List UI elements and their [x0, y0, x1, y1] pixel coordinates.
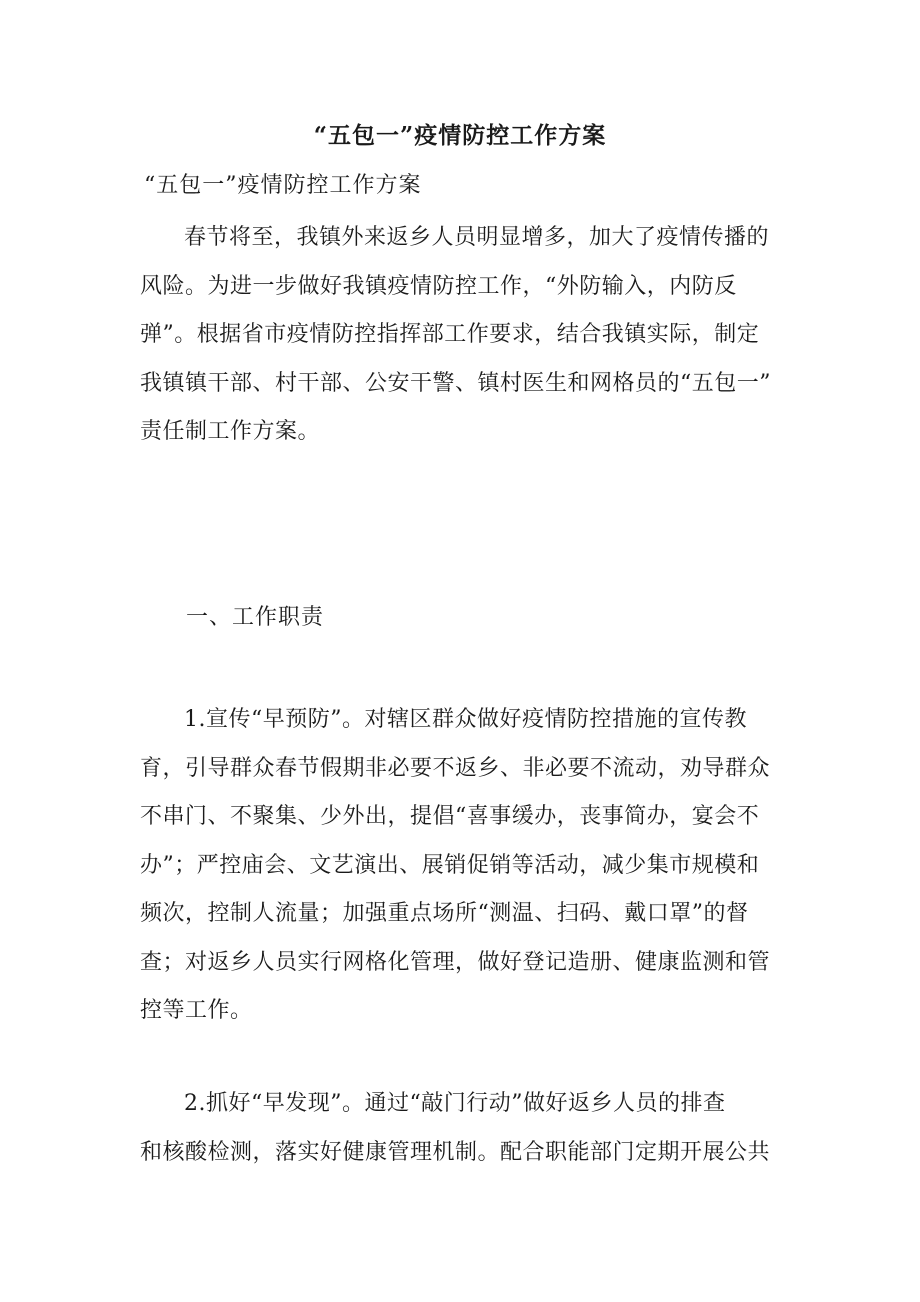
- text-line: 控等工作。: [140, 998, 253, 1023]
- text-line: 查；对返乡人员实行网格化管理，做好登记造册、健康监测和管: [140, 949, 771, 975]
- item-1-paragraph: [140, 696, 780, 1036]
- document-title: “五包一”疫情防控工作方案: [313, 122, 607, 149]
- text-line: 春节将至，我镇外来返乡人员明显增多，加大了疫情传播的: [184, 225, 770, 250]
- text-line: 风险。为进一步做好我镇疫情防控工作，“外防输入，内防反: [140, 273, 737, 299]
- text-line: 弹”。根据省市疫情防控指挥部工作要求，结合我镇实际，制定: [140, 322, 760, 347]
- text-line: 1.宣传“早预防”。对辖区群众做好疫情防控措施的宣传教: [184, 707, 747, 732]
- text-line: 2.抓好“早发现”。通过“敲门行动”做好返乡人员的排查: [184, 1091, 726, 1116]
- text-line: 我镇镇干部、村干部、公安干警、镇村医生和网格员的“五包一”: [140, 370, 771, 396]
- text-line: 办”；严控庙会、文艺演出、展销促销等活动，减少集市规模和: [140, 852, 760, 878]
- document-subtitle: “五包一”疫情防控工作方案: [144, 173, 422, 198]
- section-heading: 一、工作职责: [186, 605, 325, 630]
- text-line: 育，引导群众春节假期非必要不返乡、非必要不流动，劝导群众: [140, 755, 771, 781]
- text-line: 和核酸检测，落实好健康管理机制。配合职能部门定期开展公共: [140, 1139, 771, 1165]
- intro-paragraph: [140, 214, 780, 457]
- text-line: 责任制工作方案。: [140, 419, 321, 444]
- text-line: 不串门、不聚集、少外出，提倡“喜事缓办，丧事简办，宴会不: [140, 804, 760, 829]
- text-line: 频次，控制人流量；加强重点场所“测温、扫码、戴口罩”的督: [140, 901, 749, 926]
- item-2-paragraph: [140, 1080, 780, 1177]
